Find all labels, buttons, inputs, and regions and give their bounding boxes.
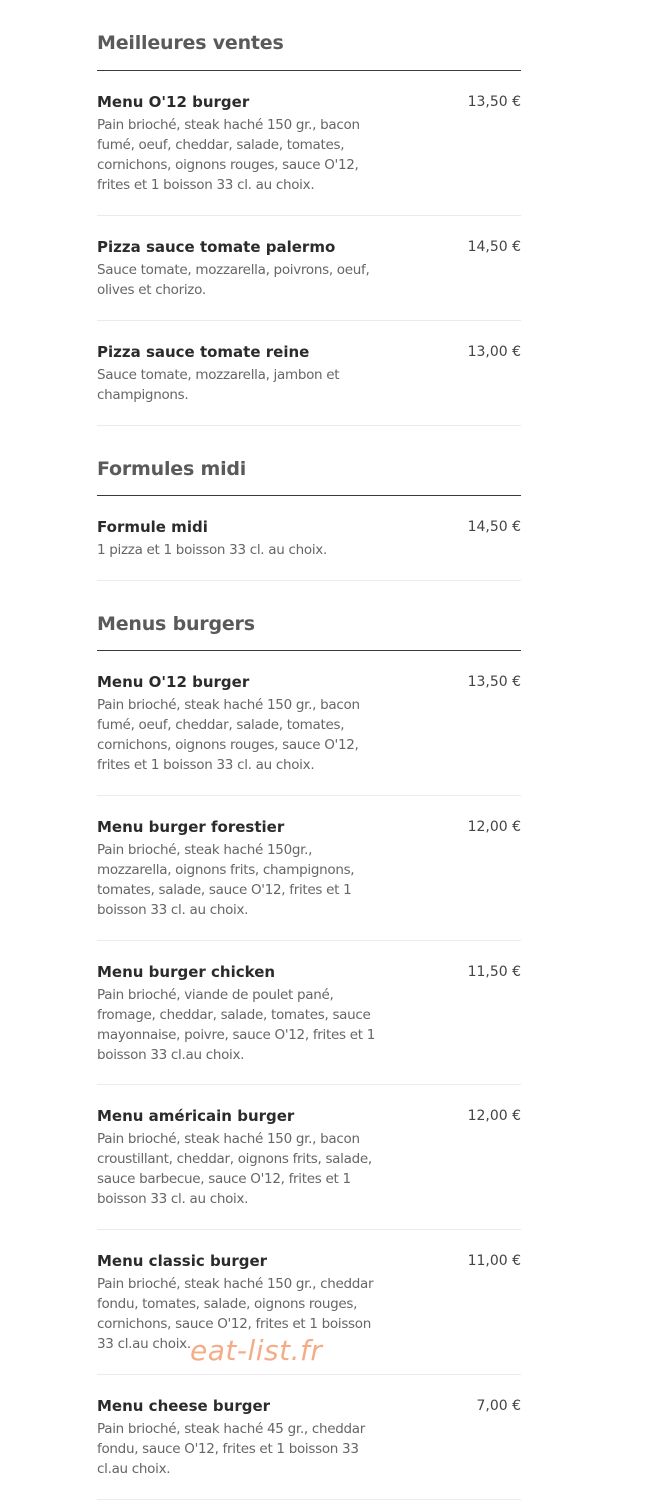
item-description: Sauce tomate, mozzarella, poivrons, oeuf, olives et chorizo. <box>97 262 370 298</box>
menu-item[interactable] <box>97 796 521 941</box>
section-title-formules-midi: Formules midi <box>97 426 521 496</box>
item-description: Pain brioché, viande de poulet pané, fromage, cheddar, salade, tomates, sauce mayonnaise, poivre, sauce O'12, frites et 1 boisson 33 cl.au choix. <box>97 987 375 1063</box>
item-price: 12,00 € <box>467 819 521 835</box>
item-price: 13,00 € <box>467 344 521 360</box>
item-description: Sauce tomate, mozzarella, jambon et champignons. <box>97 367 340 403</box>
item-price: 7,00 € <box>476 1398 521 1414</box>
item-description: Pain brioché, steak haché 150gr., mozzarella, oignons frits, champignons, tomates, salade, sauce O'12, frites et 1 boisson 33 cl. au choix. <box>97 842 355 918</box>
item-description: 1 pizza et 1 boisson 33 cl. au choix. <box>97 542 327 558</box>
item-name: Menu O'12 burger <box>97 673 250 691</box>
menu-item[interactable] <box>97 496 521 581</box>
item-description: Pain brioché, steak haché 150 gr., bacon fumé, oeuf, cheddar, salade, tomates, cornichons, oignons rouges, sauce O'12, frites et 1 boisson 33 cl. au choix. <box>97 697 360 773</box>
item-name: Pizza sauce tomate reine <box>97 343 310 361</box>
item-name: Pizza sauce tomate palermo <box>97 238 336 256</box>
item-price: 13,50 € <box>467 94 521 110</box>
item-name: Menu burger chicken <box>97 963 276 981</box>
menu-item[interactable] <box>97 71 521 216</box>
item-name: Menu O'12 burger <box>97 93 250 111</box>
item-description: Pain brioché, steak haché 45 gr., cheddar fondu, sauce O'12, frites et 1 boisson 33 cl.au choix. <box>97 1421 365 1477</box>
menu-item[interactable] <box>97 321 521 426</box>
watermark-text: eat-list.fr <box>190 1334 323 1367</box>
menu-item[interactable] <box>97 1085 521 1230</box>
item-price: 13,50 € <box>467 674 521 690</box>
item-description: Pain brioché, steak haché 150 gr., bacon fumé, oeuf, cheddar, salade, tomates, cornichons, oignons rouges, sauce O'12, frites et 1 boisson 33 cl. au choix. <box>97 117 360 193</box>
item-price: 12,00 € <box>467 1108 521 1124</box>
menu-list <box>97 0 521 1500</box>
menu-item[interactable] <box>97 941 521 1085</box>
item-price: 14,50 € <box>467 239 521 255</box>
item-name: Menu américain burger <box>97 1107 295 1125</box>
menu-item[interactable] <box>97 1375 521 1500</box>
item-name: Menu cheese burger <box>97 1397 271 1415</box>
item-description: Pain brioché, steak haché 150 gr., bacon croustillant, cheddar, oignons frits, salade, sauce barbecue, sauce O'12, frites et 1 boisson 33 cl. au choix. <box>97 1131 372 1207</box>
section-title-menus-burgers: Menus burgers <box>97 581 521 651</box>
item-name: Menu classic burger <box>97 1252 268 1270</box>
item-price: 11,00 € <box>467 1253 521 1269</box>
menu-item[interactable] <box>97 216 521 321</box>
section-title-meilleures-ventes: Meilleures ventes <box>97 0 521 71</box>
item-price: 11,50 € <box>467 964 521 980</box>
item-name: Formule midi <box>97 518 208 536</box>
item-description: Pain brioché, steak haché 150 gr., cheddar fondu, tomates, salade, oignons rouges, cornichons, sauce O'12, frites et 1 boisson 33 cl.au choix. <box>97 1276 374 1352</box>
item-price: 14,50 € <box>467 519 521 535</box>
item-name: Menu burger forestier <box>97 818 285 836</box>
menu-item[interactable] <box>97 651 521 796</box>
